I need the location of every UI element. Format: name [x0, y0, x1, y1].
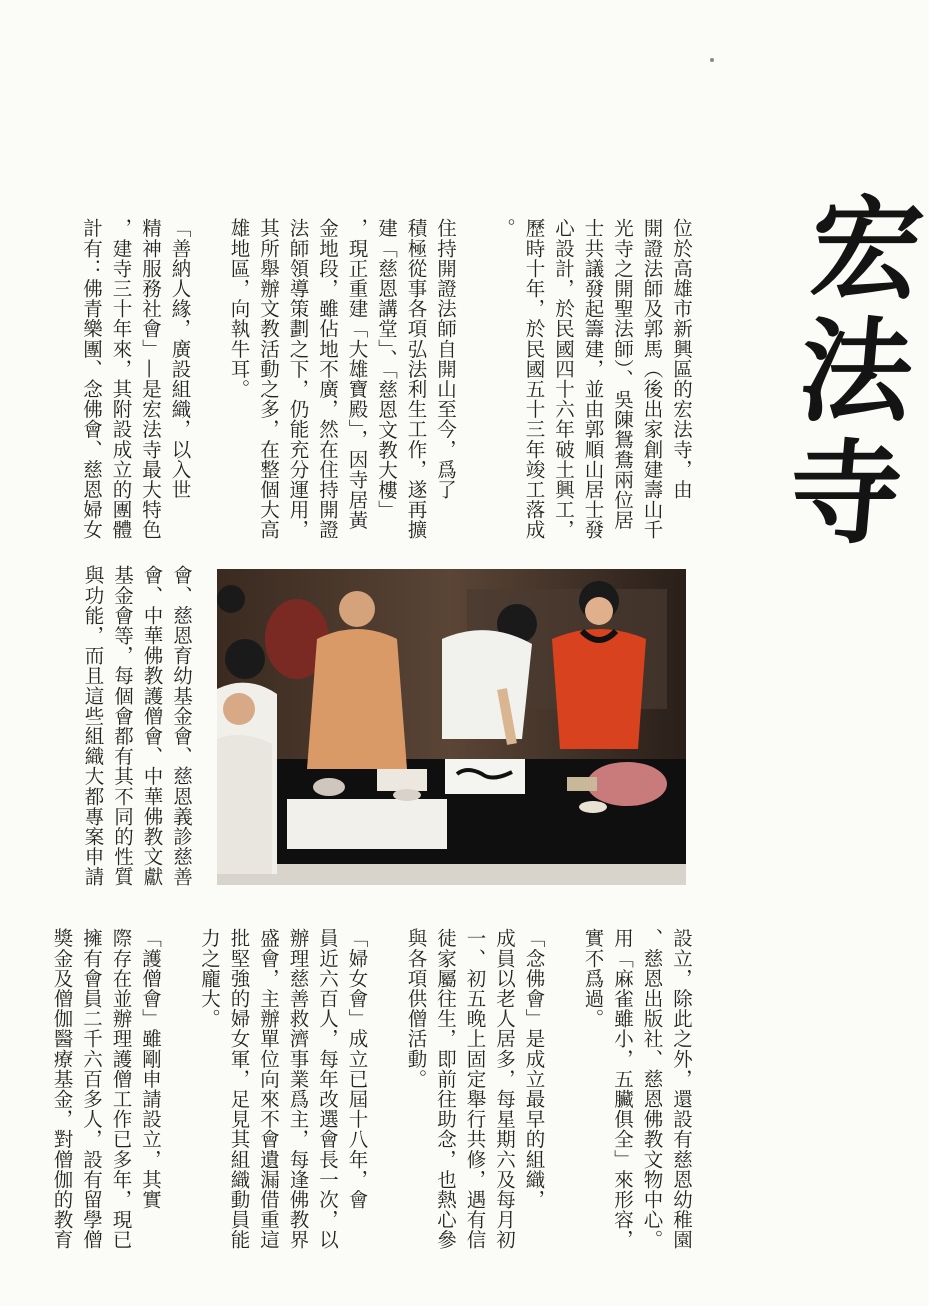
- photo-illustration: [217, 569, 686, 885]
- article-text-middle: 會、慈恩育幼基金會、慈恩義診慈善 會、中華佛教護僧會、中華佛教文獻 基金會等，每個會都有其不同的性質 與功能，而且這些組織大都專案申請: [81, 565, 193, 887]
- calligraphy-title: 宏法寺: [765, 190, 929, 556]
- article-text-top: 位於高雄市新興區的宏法寺，由 開證法師及郭馬（後出家創建壽山千 光寺之開聖法師）、吳陳鴛鴦兩位居 士共議發起籌建，並由郭順山居士發 心設計，於民國四十六年破土興工， 歷時十年，於民國五十三年竣工落成 。 住持開證法師自開山至今，爲了 積極從事各項弘法利生工作，遂再擴 建「慈恩講堂」、「慈恩文教大樓」 ，現正重建「大雄寶殿」，因寺居黃 金地段，雖佔地不廣，然在住持開證 法師領導策劃之下，仍能充分運用， 其所舉辦文教活動之多，在整個大高 雄地區，向執牛耳。 「善納人緣，廣設組織，以入世 精神服務社會」—是宏法寺最大特色 ，建寺三十年來，其附設成立的團體 計有：佛青樂團、念佛會、慈恩婦女: [80, 218, 693, 540]
- calligraphy-demo-photo: [217, 569, 686, 885]
- article-text-bottom: 設立，除此之外，還設有慈恩幼稚園 、慈恩出版社、慈恩佛教文物中心。 用「麻雀雖小，五臟俱全」來形容， 實不爲過。 「念佛會」是成立最早的組織， 成員以老人居多，每星期六及每月初 一、初五晚上固定舉行共修，遇有信 徒家屬往生，即前往助念，也熱心參 與各項供僧活動。 「婦女會」成立已屆十八年，會 員近六百人，每年改選會長一次，以 辦理慈善救濟事業爲主，每逢佛教界 盛會，主辦單位向來不會遺漏借重這 批堅強的婦女軍，足見其組織動員能 力之龐大。 「護僧會」雖剛申請設立，其實 際存在並辦理護僧工作已多年，現已 擁有會員二千六百多人，設有留學僧 獎金及僧伽醫療基金，對僧伽的教育: [50, 928, 693, 1250]
- paper-speck: [710, 58, 714, 62]
